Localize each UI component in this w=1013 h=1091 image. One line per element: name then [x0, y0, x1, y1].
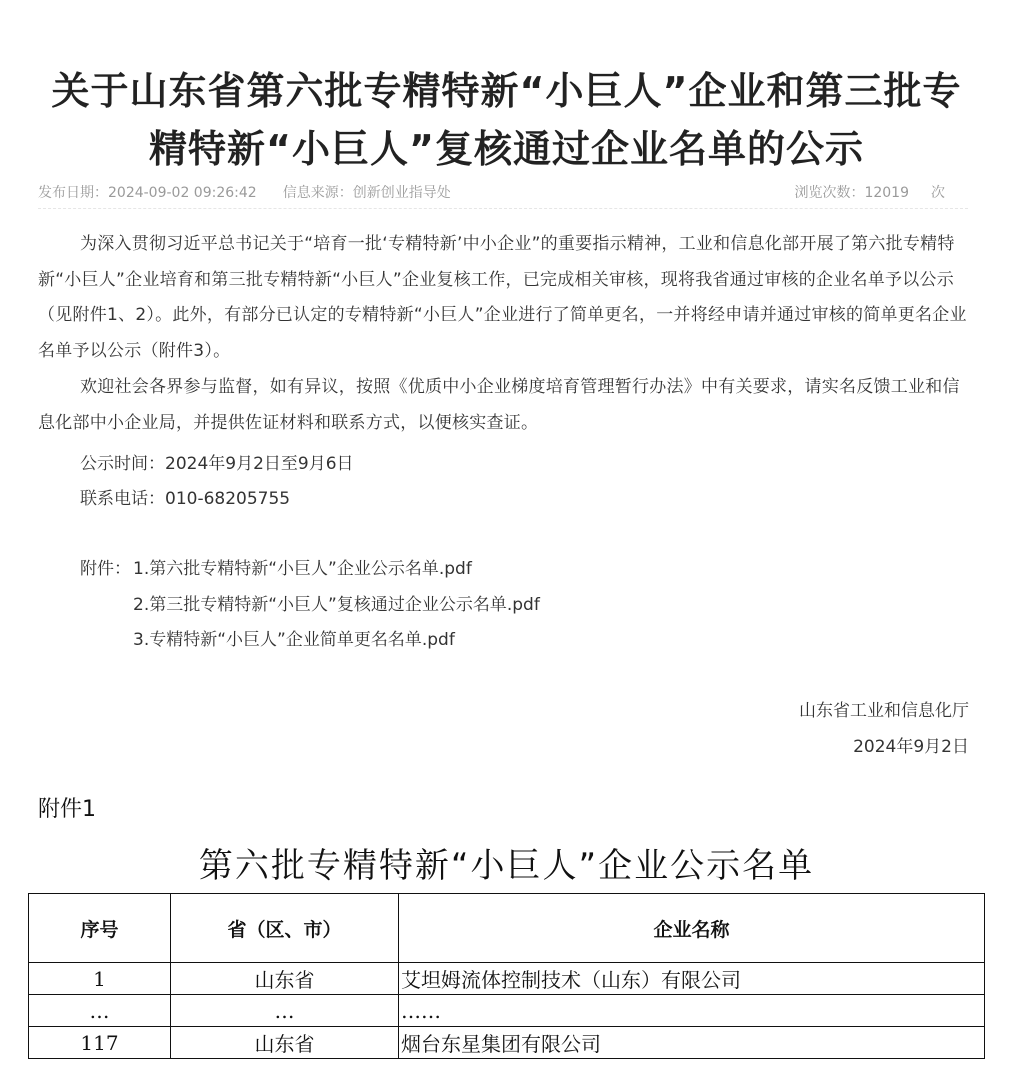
- row-province: 山东省: [171, 963, 399, 995]
- signature-date: 2024年9月2日: [853, 737, 969, 757]
- row-province: 山东省: [171, 1027, 399, 1059]
- meta-info: [38, 182, 451, 202]
- views-count: 12019: [864, 185, 909, 201]
- attachment-link-1[interactable]: 1.第六批专精特新“小巨人”企业公示名单.pdf: [133, 559, 472, 579]
- table-row: [29, 963, 985, 995]
- table-row: [29, 1027, 985, 1059]
- row-province: …: [171, 995, 399, 1027]
- views-label: 浏览次数：: [794, 185, 865, 201]
- signature-org: 山东省工业和信息化厅: [799, 701, 969, 721]
- attachment-link-3[interactable]: 3.专精特新“小巨人”企业简单更名名单.pdf: [133, 630, 455, 650]
- contact-phone: 联系电话：010-68205755: [80, 489, 291, 509]
- row-index: 1: [29, 963, 171, 995]
- attachment1-label: 附件1: [38, 797, 96, 822]
- header-divider: [38, 208, 968, 209]
- table-row: [29, 995, 985, 1027]
- publish-date: 发布日期：2024-09-02 09:26:42: [38, 185, 257, 201]
- page-title-line-1: 关于山东省第六批专精特新“小巨人”企业和第三批专: [51, 69, 962, 113]
- row-index: …: [29, 995, 171, 1027]
- notice-time: 公示时间：2024年9月2日至9月6日: [80, 454, 354, 474]
- row-index: 117: [29, 1027, 171, 1059]
- paragraph-supervision: 欢迎社会各界参与监督，如有异议，按照《优质中小企业梯度培育管理暂行办法》中有关要求，请实名反馈工业和信息化部中小企业局，并提供佐证材料和联系方式，以便核实查证。: [38, 377, 960, 433]
- table-header-row: [29, 894, 985, 963]
- row-company: ……: [399, 995, 985, 1027]
- row-company: 烟台东星集团有限公司: [399, 1027, 985, 1059]
- column-header-index: 序号: [29, 894, 171, 963]
- info-source: 信息来源：创新创业指导处: [282, 185, 451, 201]
- attachment1-title: 第六批专精特新“小巨人”企业公示名单: [198, 846, 815, 886]
- view-count: [794, 182, 945, 202]
- page-title-line-2: 精特新“小巨人”复核通过企业名单的公示: [149, 127, 864, 171]
- column-header-company: 企业名称: [399, 894, 985, 963]
- company-list-table: [28, 893, 985, 1059]
- attachment-link-2[interactable]: 2.第三批专精特新“小巨人”复核通过企业公示名单.pdf: [133, 595, 540, 615]
- paragraph-intro: 为深入贯彻习近平总书记关于“培育一批‘专精特新’中小企业”的重要指示精神，工业和信息化部开展了第六批专精特新“小巨人”企业培育和第三批专精特新“小巨人”企业复核工作，已完成相关审核，现将我省通过审核的企业名单予以公示（见附件1、2）。此外，有部分已认定的专精特新“小巨人”企业进行了简单更名，一并将经申请并通过审核的简单更名企业名单予以公示（附件3）。: [38, 234, 967, 361]
- attachments-label: 附件：: [80, 559, 131, 579]
- column-header-province: 省（区、市）: [171, 894, 399, 963]
- views-unit: 次: [931, 185, 945, 201]
- row-company: 艾坦姆流体控制技术（山东）有限公司: [399, 963, 985, 995]
